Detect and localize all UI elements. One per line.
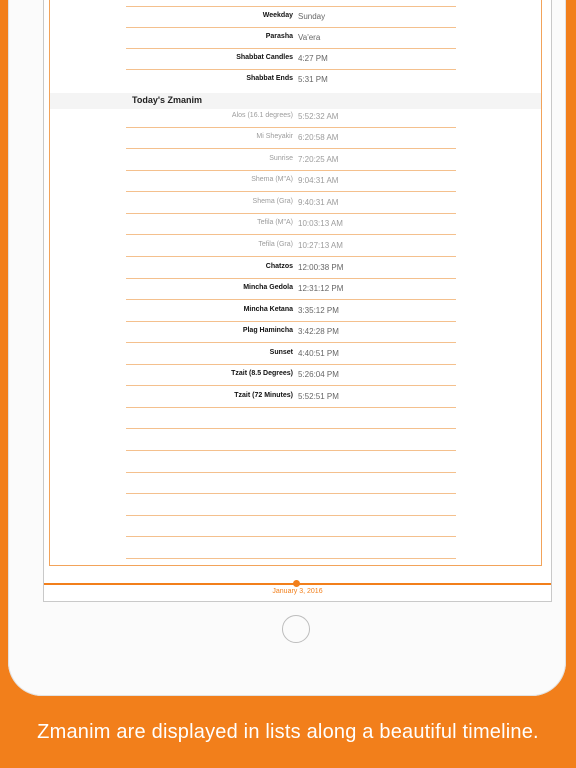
row-value: 12:00:38 PM	[298, 263, 344, 272]
zman-row	[126, 150, 456, 171]
row-value: 5:52:32 AM	[298, 112, 339, 121]
zman-row	[126, 387, 456, 408]
row-label: Parasha	[265, 33, 293, 40]
weekday-row	[126, 7, 456, 28]
row-value: 9:40:31 AM	[298, 198, 339, 207]
empty-row	[126, 516, 456, 537]
row-value: 9:04:31 AM	[298, 176, 339, 185]
empty-row	[126, 452, 456, 473]
zman-row	[126, 214, 456, 235]
marketing-caption: Zmanim are displayed in lists along a beautiful timeline.	[37, 721, 539, 743]
empty-row	[126, 430, 456, 451]
timeline-marker[interactable]	[293, 580, 300, 587]
zman-row	[126, 301, 456, 322]
timeline-date-label: January 3, 2016	[272, 588, 323, 595]
empty-row	[126, 495, 456, 516]
home-button[interactable]	[282, 615, 310, 643]
zman-row	[126, 322, 456, 343]
zman-row	[126, 107, 456, 128]
row-value: 3:35:12 PM	[298, 306, 339, 315]
row-label: Tzait (72 Minutes)	[234, 392, 293, 399]
row-label: Shabbat Candles	[236, 54, 293, 61]
row-label: Tzait (8.5 Degrees)	[231, 370, 293, 377]
row-label: Mi Sheyakir	[256, 133, 293, 140]
row-label: Sunrise	[269, 155, 293, 162]
row-label: Mincha Gedola	[243, 284, 293, 291]
empty-row	[126, 408, 456, 429]
row-value: 3:42:28 PM	[298, 327, 339, 336]
empty-row	[126, 473, 456, 494]
row-label: Alos (16.1 degrees)	[231, 112, 293, 119]
row-value: Sunday	[298, 12, 326, 21]
zmanim-section-title: Today's Zmanim	[132, 95, 202, 105]
row-value: 5:26:04 PM	[298, 370, 339, 379]
empty-row	[126, 538, 456, 559]
row-value: Va'era	[298, 33, 321, 42]
row-value: 6:20:58 AM	[298, 133, 339, 142]
parasha-row	[126, 28, 456, 49]
zman-row	[126, 236, 456, 257]
row-label: Shema (M"A)	[251, 176, 293, 183]
hebrew-date-row[interactable]	[126, 0, 456, 7]
row-value: 5:52:51 PM	[298, 392, 339, 401]
row-label: Weekday	[262, 12, 293, 19]
ipad-frame	[8, 0, 566, 696]
zman-row	[126, 279, 456, 300]
row-value: 5:31 PM	[298, 75, 328, 84]
row-value: 4:27 PM	[298, 54, 328, 63]
app-screen	[43, 0, 552, 602]
row-label: Shabbat Ends	[246, 75, 293, 82]
zman-row	[126, 128, 456, 149]
zman-row	[126, 171, 456, 192]
shabbat-candles-row	[126, 49, 456, 70]
row-value: 12:31:12 PM	[298, 284, 344, 293]
zman-row	[126, 365, 456, 386]
zman-row	[126, 344, 456, 365]
row-value: 10:27:13 AM	[298, 241, 343, 250]
row-value: 4:40:51 PM	[298, 349, 339, 358]
row-label: Shema (Gra)	[252, 198, 293, 205]
row-label: Tefila (M"A)	[257, 219, 293, 226]
row-label: Sunset	[269, 349, 293, 356]
shabbat-ends-row	[126, 70, 456, 91]
row-value: 7:20:25 AM	[298, 155, 339, 164]
row-value: 10:03:13 AM	[298, 219, 343, 228]
row-label: Mincha Ketana	[243, 306, 293, 313]
zman-row	[126, 193, 456, 214]
zman-row	[126, 258, 456, 279]
row-label: Chatzos	[265, 263, 293, 270]
row-label: Tefila (Gra)	[258, 241, 293, 248]
row-label: Plag Hamincha	[242, 327, 293, 334]
